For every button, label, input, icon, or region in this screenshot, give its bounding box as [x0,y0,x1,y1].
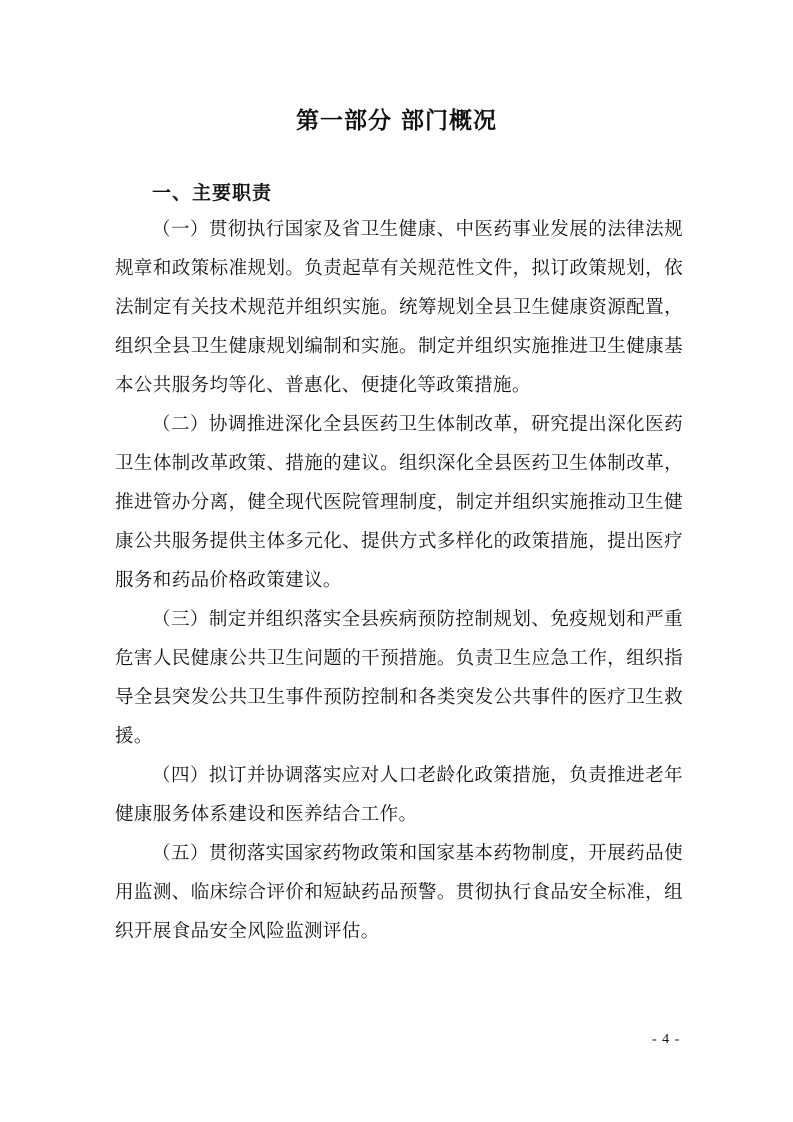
body-text [115,210,683,951]
page-title: 第一部分 部门概况 [295,108,497,134]
section-heading: 一、主要职责 [152,182,273,204]
paragraph-3: （三）制定并组织落实全县疾病预防控制规划、免疫规划和严重危害人民健康公共卫生问题的干预措施。负责卫生应急工作，组织指导全县突发公共卫生事件预防控制和各类突发公共事件的医疗卫生救援。 [115,609,683,747]
paragraph-2: （二）协调推进深化全县医药卫生体制改革，研究提出深化医药卫生体制改革政策、措施的建议。组织深化全县医药卫生体制改革，推进管办分离，健全现代医院管理制度，制定并组织实施推动卫生健康公共服务提供主体多元化、提供方式多样化的政策措施，提出医疗服务和药品价格政策建议。 [115,414,683,591]
paragraph-5: （五）贯彻落实国家药物政策和国家基本药物制度，开展药品使用监测、临床综合评价和短缺药品预警。贯彻执行食品安全标准，组织开展食品安全风险监测评估。 [115,843,683,942]
paragraph-4: （四）拟订并协调落实应对人口老龄化政策措施，负责推进老年健康服务体系建设和医养结合工作。 [115,765,683,825]
paragraph-1: （一）贯彻执行国家及省卫生健康、中医药事业发展的法律法规规章和政策标准规划。负责起草有关规范性文件，拟订政策规划，依法制定有关技术规范并组织实施。统筹规划全县卫生健康资源配置，组织全县卫生健康规划编制和实施。制定并组织实施推进卫生健康基本公共服务均等化、普惠化、便捷化等政策措施。 [115,219,683,396]
page-number: - 4 - [652,1032,681,1047]
